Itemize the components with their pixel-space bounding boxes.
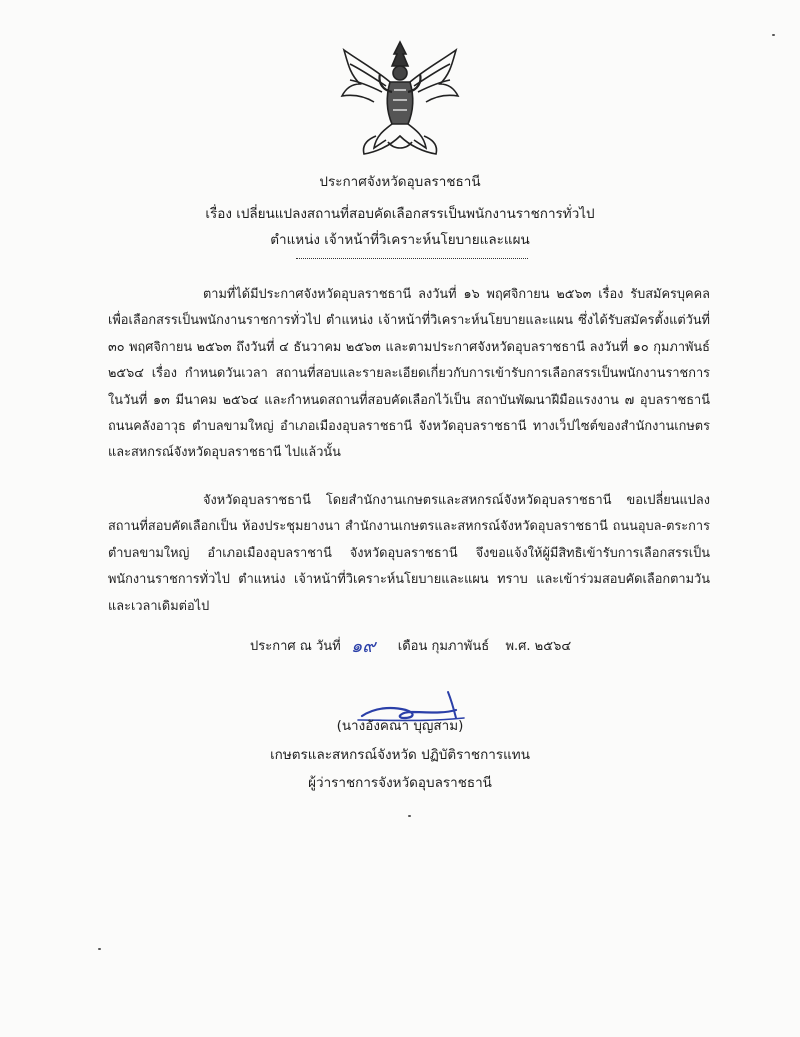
date-prefix: ประกาศ ณ วันที่	[250, 639, 341, 654]
announcement-title: ประกาศจังหวัดอุบลราชธานี	[319, 174, 481, 190]
announcement-subject: เรื่อง เปลี่ยนแปลงสถานที่สอบคัดเลือกสรรเป็นพนักงานราชการทั่วไป	[205, 206, 595, 222]
signatory-title-1: เกษตรและสหกรณ์จังหวัด ปฏิบัติราชการแทน	[270, 747, 530, 763]
signatory-title-2: ผู้ว่าราชการจังหวัดอุบลราชธานี	[308, 775, 492, 791]
scan-speck	[772, 34, 775, 36]
date-day-handwritten: ๑๙	[350, 636, 376, 657]
scan-speck	[408, 815, 411, 817]
title-separator	[296, 258, 528, 259]
garuda-emblem-icon	[336, 40, 464, 158]
body-paragraph-2: จังหวัดอุบลราชธานี โดยสำนักงานเกษตรและสหกรณ์จังหวัดอุบลราชธานี ขอเปลี่ยนแปลงสถานที่สอบคัดเลือกเป็น ห้องประชุมยางนา สำนักงานเกษตรและสหกรณ์จังหวัดอุบลราชธานี ถนนอุบล-ตระการ ตำบลขามใหญ่ อำเภอเมืองอุบลราชานี จังหวัดอุบลราชธานี จึงขอแจ้งให้ผู้มีสิทธิเข้ารับการเลือกสรรเป็นพนักงานราชการทั่วไป ตำแหน่ง เจ้าหน้าที่วิเคราะห์นโยบายและแผน ทราบ และเข้าร่วมสอบคัดเลือกตามวันและเวลาเดิมต่อไป	[108, 493, 710, 614]
date-year: พ.ศ. ๒๕๖๔	[505, 639, 572, 654]
date-month: เดือน กุมภาพันธ์	[397, 639, 490, 654]
signatory-name: (นางอังคณา บุญสาม)	[336, 718, 464, 734]
date-line	[250, 634, 571, 658]
scan-speck	[98, 948, 101, 950]
body-paragraph-1: ตามที่ได้มีประกาศจังหวัดอุบลราชธานี ลงวันที่ ๑๖ พฤศจิกายน ๒๕๖๓ เรื่อง รับสมัครบุคคลเพื่อเลือกสรรเป็นพนักงานราชการทั่วไป ตำแหน่ง เจ้าหน้าที่วิเคราะห์นโยบายและแผน ซึ่งได้รับสมัครตั้งแต่วันที่ ๓๐ พฤศจิกายน ๒๕๖๓ ถึงวันที่ ๔ ธันวาคม ๒๕๖๓ และตามประกาศจังหวัดอุบลราชธานี ลงวันที่ ๑๐ กุมภาพันธ์ ๒๕๖๔ เรื่อง กำหนดวันเวลา สถานที่สอบและรายละเอียดเกี่ยวกับการเข้ารับการเลือกสรรเป็นพนักงานราชการ ในวันที่ ๑๓ มีนาคม ๒๕๖๔ และกำหนดสถานที่สอบคัดเลือกไว้เป็น สถาบันพัฒนาฝีมือแรงงาน ๗ อุบลราชธานี ถนนคลังอาวุธ ตำบลขามใหญ่ อำเภอเมืองอุบลราชธานี จังหวัดอุบลราชธานี ทางเว็ปไซต์ของสำนักงานเกษตรและสหกรณ์จังหวัดอุบลราชธานี ไปแล้วนั้น	[108, 287, 710, 461]
announcement-position: ตำแหน่ง เจ้าหน้าที่วิเคราะห์นโยบายและแผน	[270, 232, 530, 248]
